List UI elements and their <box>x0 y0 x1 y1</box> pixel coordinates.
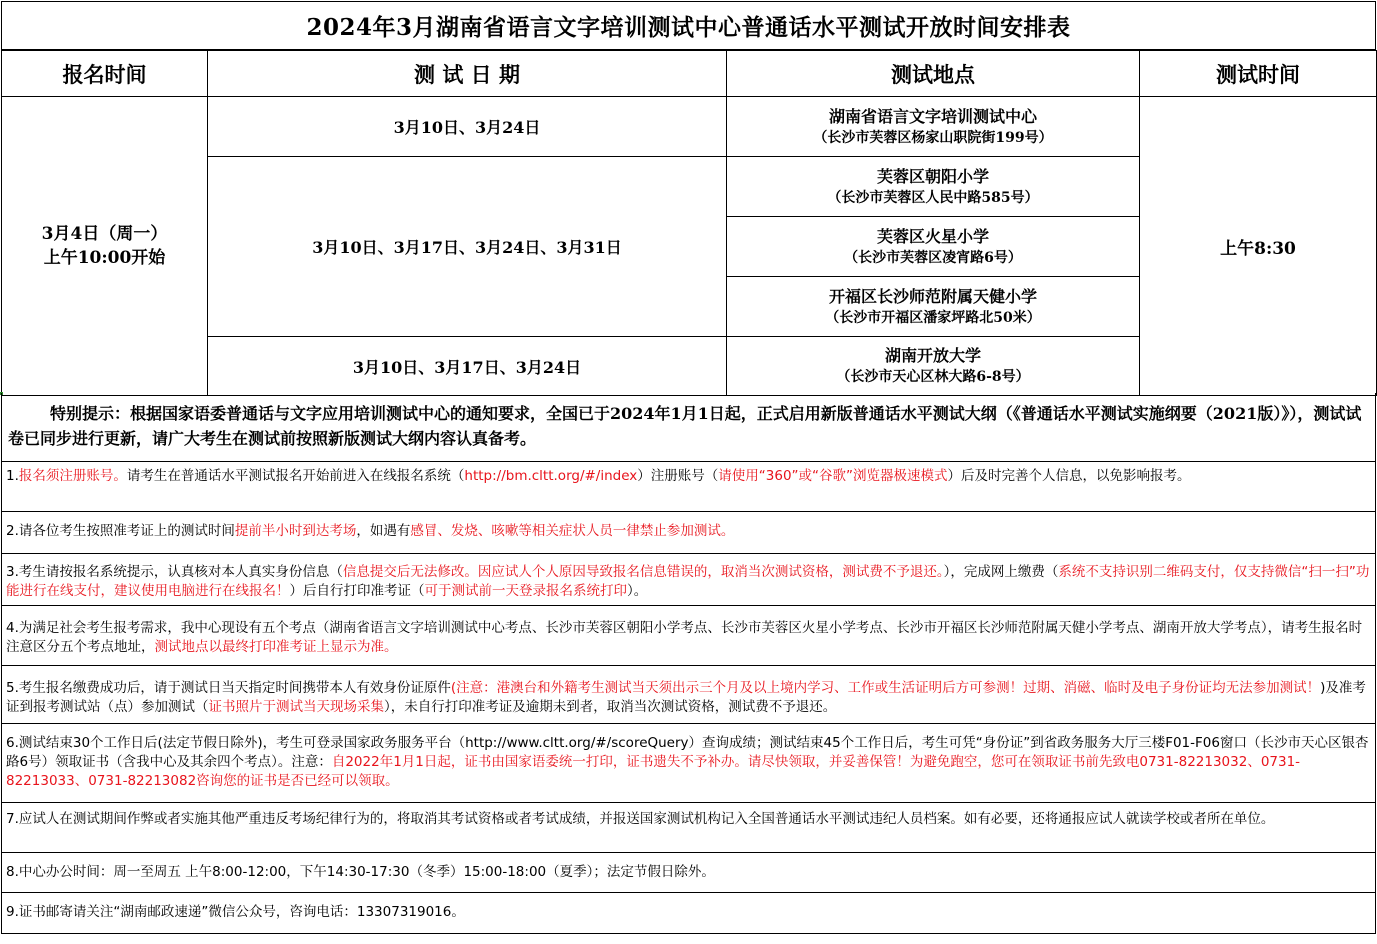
note-highlight: 请使用“360”或“谷歌”浏览器极速模式 <box>718 468 948 484</box>
header-test-time: 测试时间 <box>1140 51 1377 97</box>
note-item-7: 7.应试人在测试期间作弊或者实施其他严重违反考场纪律行为的，将取消其考试资格或者考试成绩，并报送国家测试机构记入全国普通话水平测试违纪人员档案。如有必要，还将通报应试人就读学校或者所在单位。 <box>2 803 1375 853</box>
note-highlight: 信息提交后无法修改。因应试人个人原因导致报名信息错误的，取消当次测试资格，测试费不予退还。 <box>342 564 944 580</box>
registration-start: 上午10:00开始 <box>43 248 166 268</box>
registration-date: 3月4日（周一） <box>41 224 168 244</box>
note-text: ，如遇有 <box>356 523 411 539</box>
notes-section <box>1 393 1376 934</box>
note-text: 2.请各位考生按照准考证上的测试时间 <box>6 523 235 539</box>
note-text: ）后及时完善个人信息，以免影响报考。 <box>947 468 1191 484</box>
note-item-6 <box>2 724 1375 803</box>
note-item-1 <box>2 462 1375 512</box>
note-text: ），完成网上缴费（ <box>943 564 1059 580</box>
location-cell <box>727 217 1140 277</box>
location-cell <box>727 97 1140 157</box>
special-notice: 特别提示：根据国家语委普通话与文字应用培训测试中心的通知要求，全国已于2024年1月1日起，正式启用新版普通话水平测试大纲（《普通话水平测试实施纲要（2021版）》），测试试卷已同步进行更新，请广大考生在测试前按照新版测试大纲内容认真备考。 <box>2 393 1375 462</box>
note-text: ），未自行打印准考证及逾期未到者，取消当次测试资格，测试费不予退还。 <box>384 699 837 715</box>
header-register-time: 报名时间 <box>2 51 208 97</box>
note-text: 3.考生请按报名系统提示，认真核对本人真实身份信息（ <box>6 564 343 580</box>
note-item-4 <box>2 606 1375 666</box>
note-highlight: 证书照片于测试当天现场采集 <box>208 699 384 715</box>
note-text: 4.为满足社会考生报考需求，我中心现设有五个考点（湖南省语言文字培训测试中心考点、长沙市芙蓉区朝阳小学考点、长沙市芙蓉区火星小学考点、长沙市开福区长沙师范附属天健小学考点、湖南开放大学考点），请考生报名时注意区分五个考点地址， <box>6 620 1363 655</box>
note-text: ）注册账号（ <box>637 468 719 484</box>
location-name: 湖南开放大学 <box>884 346 981 365</box>
test-dates-group-1: 3月10日、3月24日 <box>208 97 727 157</box>
note-text: 5.考生报名缴费成功后，请于测试日当天指定时间携带本人有效身份证原件 <box>6 680 451 696</box>
header-row <box>2 51 1377 97</box>
location-address: （长沙市芙蓉区人民中路585号） <box>827 189 1039 206</box>
header-test-location: 测试地点 <box>727 51 1140 97</box>
note-highlight: 可于测试前一天登录报名系统打印 <box>424 583 627 599</box>
location-cell <box>727 277 1140 337</box>
note-item-2 <box>2 512 1375 554</box>
note-item-5 <box>2 666 1375 724</box>
location-name: 开福区长沙师范附属天健小学 <box>828 286 1037 306</box>
header-test-date: 测 试 日 期 <box>208 51 727 97</box>
registration-link[interactable]: http://bm.cltt.org/#/index <box>464 468 638 484</box>
note-highlight: 提前半小时到达考场 <box>234 523 357 539</box>
note-item-8: 8.中心办公时间：周一至周五 上午8:00-12:00，下午14:30-17:30（冬季）15:00-18:00（夏季）；法定节假日除外。 <box>2 853 1375 893</box>
table-row <box>2 97 1377 157</box>
location-name: 湖南省语言文字培训测试中心 <box>828 106 1037 126</box>
registration-cell <box>2 97 208 396</box>
note-item-9: 9.证书邮寄请关注“湖南邮政速递”微信公众号，咨询电话：13307319016。 <box>6 904 465 920</box>
note-text: ）。 <box>627 583 648 599</box>
location-cell <box>727 157 1140 217</box>
note-highlight: 感冒、发烧、咳嗽等相关症状人员一律禁止参加测试。 <box>410 523 735 539</box>
note-text: 请考生在普通话水平测试报名开始前进入在线报名系统（ <box>126 468 465 484</box>
location-name: 芙蓉区朝阳小学 <box>876 166 989 186</box>
location-cell <box>727 337 1140 396</box>
location-name: 芙蓉区火星小学 <box>876 226 989 246</box>
location-address: （长沙市开福区潘家坪路北50米） <box>825 309 1041 326</box>
schedule-table <box>1 50 1377 396</box>
note-highlight: (注意：港澳台和外籍考生测试当天须出示三个月及以上境内学习、工作或生活证明后方可参测！过期、消磁、临时及电子身份证均无法参加测试！ <box>450 680 1321 696</box>
test-dates-group-2: 3月10日、3月17日、3月24日、3月31日 <box>208 157 727 337</box>
test-time-value: 上午8:30 <box>1140 97 1377 396</box>
note-highlight: 测试地点以最终打印准考证上显示为准。 <box>154 639 398 655</box>
note-text: )及准考证到报考测试站（点）参加测试（ <box>6 680 1366 715</box>
note-highlight: 自2022年1月1日起，证书由国家语委统一打印，证书遗失不予补办。请尽快领取，并妥善保管！为避免跑空，您可在领取证书前先致电0731-82213032、0731-82213033、0731-82213082咨询您的证书是否已经可以领取。 <box>6 754 1301 789</box>
note-highlight: 报名须注册账号。 <box>18 468 127 484</box>
location-address: （长沙市芙蓉区凌宵路6号） <box>844 249 1022 266</box>
note-item-3 <box>2 554 1375 606</box>
note-text: 6.测试结束30个工作日后(法定节假日除外)，考生可登录国家政务服务平台（http://www.cltt.org/#/scoreQuery）查询成绩；测试结束45个工作日后，考生可凭“身份证”到省政务服务大厅三楼F01-F06窗口（长沙市天心区银杏路6号）领取证书（含我中心及其余四个考点）。注意： <box>6 735 1369 770</box>
location-address: （长沙市天心区林大路6-8号） <box>836 369 1030 385</box>
location-address: （长沙市芙蓉区杨家山职院街199号） <box>813 129 1053 146</box>
note-text: ）后自行打印准考证（ <box>289 583 425 599</box>
note-text: 1. <box>6 468 19 484</box>
test-dates-group-3: 3月10日、3月17日、3月24日 <box>208 337 727 396</box>
page-title: 2024年3月湖南省语言文字培训测试中心普通话水平测试开放时间安排表 <box>1 1 1376 50</box>
note-highlight: 系统不支持识别二维码支付，仅支持微信“扫一扫”功能进行在线支付，建议使用电脑进行在线报名！ <box>6 564 1370 599</box>
